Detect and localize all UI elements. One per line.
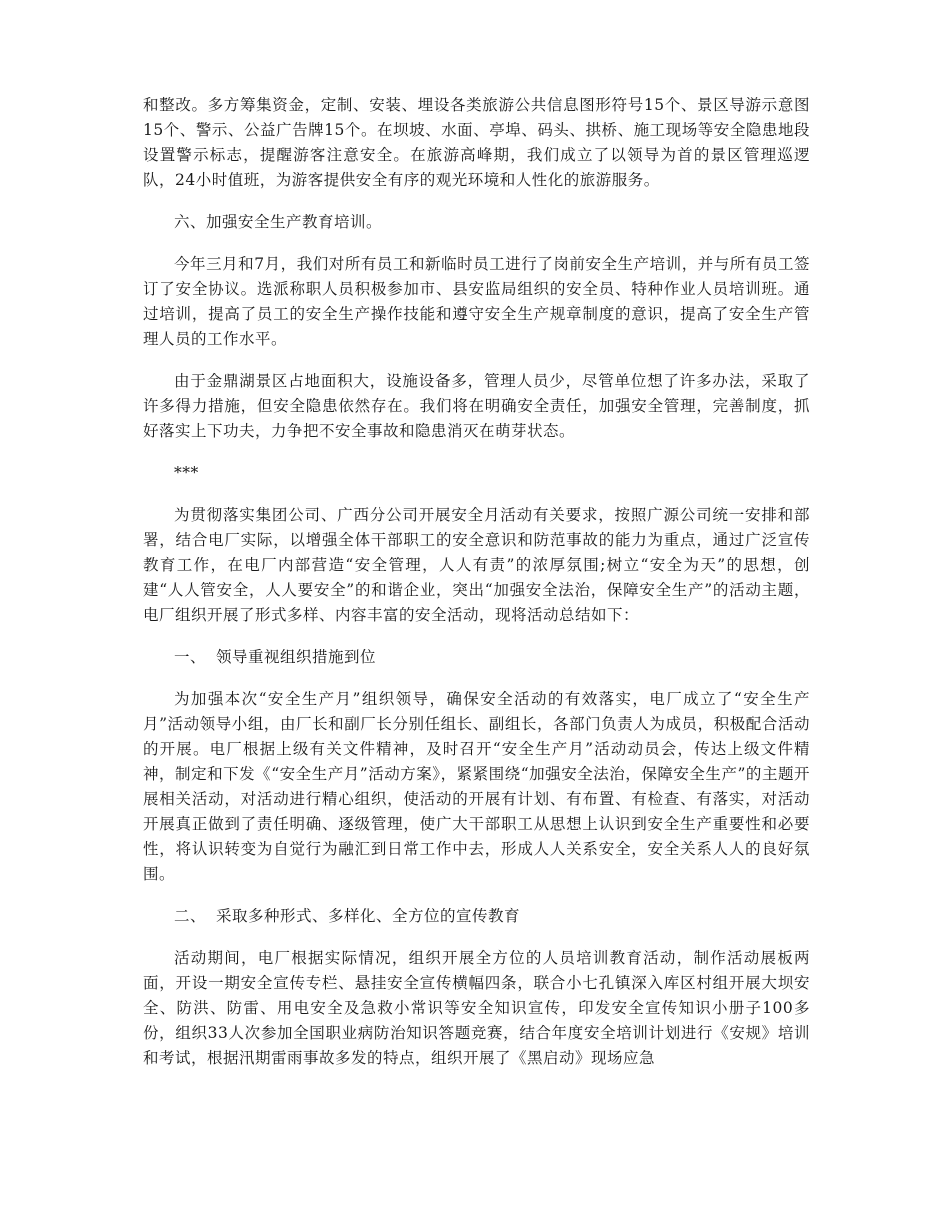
heading-text: 采取多种形式、多样化、全方位的宣传教育 [216,907,521,925]
section-separator: *** [174,464,199,482]
section-heading-publicity [143,904,810,929]
document-body [143,93,810,1088]
paragraph-safety-month-intro: 为贯彻落实集团公司、广西分公司开展安全月活动有关要求，按照广源公司统一安排和部署，结合电厂实际，以增强全体干部职工的安全意识和防范事故的能力为重点，通过广泛宣传教育工作，在电厂内部营造“安全管理，人人有责”的浓厚氛围;树立“安全为天”的思想，创建“人人管安全，人人要安全”的和谐企业，突出“加强安全法治，保障安全生产”的活动主题，电厂组织开展了形式多样、内容丰富的安全活动，现将活动总结如下： [143,506,810,624]
paragraph-publicity-details: 活动期间，电厂根据实际情况，组织开展全方位的人员培训教育活动，制作活动展板两面，开设一期安全宣传专栏、悬挂安全宣传横幅四条，联合小七孔镇深入库区村组开展大坝安全、防洪、防雷、用电安全及急救小常识等安全知识宣传，印发安全宣传知识小册子100多份，组织33人次参加全国职业病防治知识答题竞赛，结合年度安全培训计划进行《安规》培训和考试，根据汛期雷雨事故多发的特点，组织开展了《黑启动》现场应急 [143,949,810,1067]
paragraph-training-details: 今年三月和7月，我们对所有员工和新临时员工进行了岗前安全生产培训，并与所有员工签订了安全协议。选派称职人员积极参加市、县安监局组织的安全员、特种作业人员培训班。通过培训，提高了员工的安全生产操作技能和遵守安全生产规章制度的意识，提高了安全生产管理人员的工作水平。 [143,255,810,348]
section-heading-leadership [143,645,810,670]
paragraph-leadership-details: 为加强本次“安全生产月”组织领导，确保安全活动的有效落实，电厂成立了“安全生产月”活动领导小组，由厂长和副厂长分别任组长、副组长，各部门负责人为成员，积极配合活动的开展。电厂根据上级有关文件精神，及时召开“安全生产月”活动动员会，传达上级文件精神，制定和下发《“安全生产月”活动方案》，紧紧围绕“加强安全法治，保障安全生产”的主题开展相关活动，对活动进行精心组织，使活动的开展有计划、有布置、有检查、有落实，对活动开展真正做到了责任明确、逐级管理，使广大干部职工从思想上认识到安全生产重要性和必要性，将认识转变为自觉行为融汇到日常工作中去，形成人人关系安全，安全关系人人的良好氛围。 [143,690,810,883]
heading-number: 一、 [174,648,207,666]
section-heading-safety-training: 六、加强安全生产教育培训。 [174,213,383,231]
paragraph-hazard-summary: 由于金鼎湖景区占地面积大，设施设备多，管理人员少，尽管单位想了许多办法，采取了许多得力措施，但安全隐患依然存在。我们将在明确安全责任，加强安全管理，完善制度，抓好落实上下功夫，力争把不安全事故和隐患消灭在萌芽状态。 [143,372,810,440]
heading-text: 领导重视组织措施到位 [216,648,377,666]
heading-number: 二、 [174,907,207,925]
paragraph-rectification-measures: 和整改。多方筹集资金，定制、安装、埋设各类旅游公共信息图形符号15个、景区导游示意图15个、警示、公益广告牌15个。在坝坡、水面、亭埠、码头、拱桥、施工现场等安全隐患地段设置警示标志，提醒游客注意安全。在旅游高峰期，我们成立了以领导为首的景区管理巡逻队，24小时值班，为游客提供安全有序的观光环境和人性化的旅游服务。 [143,96,810,189]
